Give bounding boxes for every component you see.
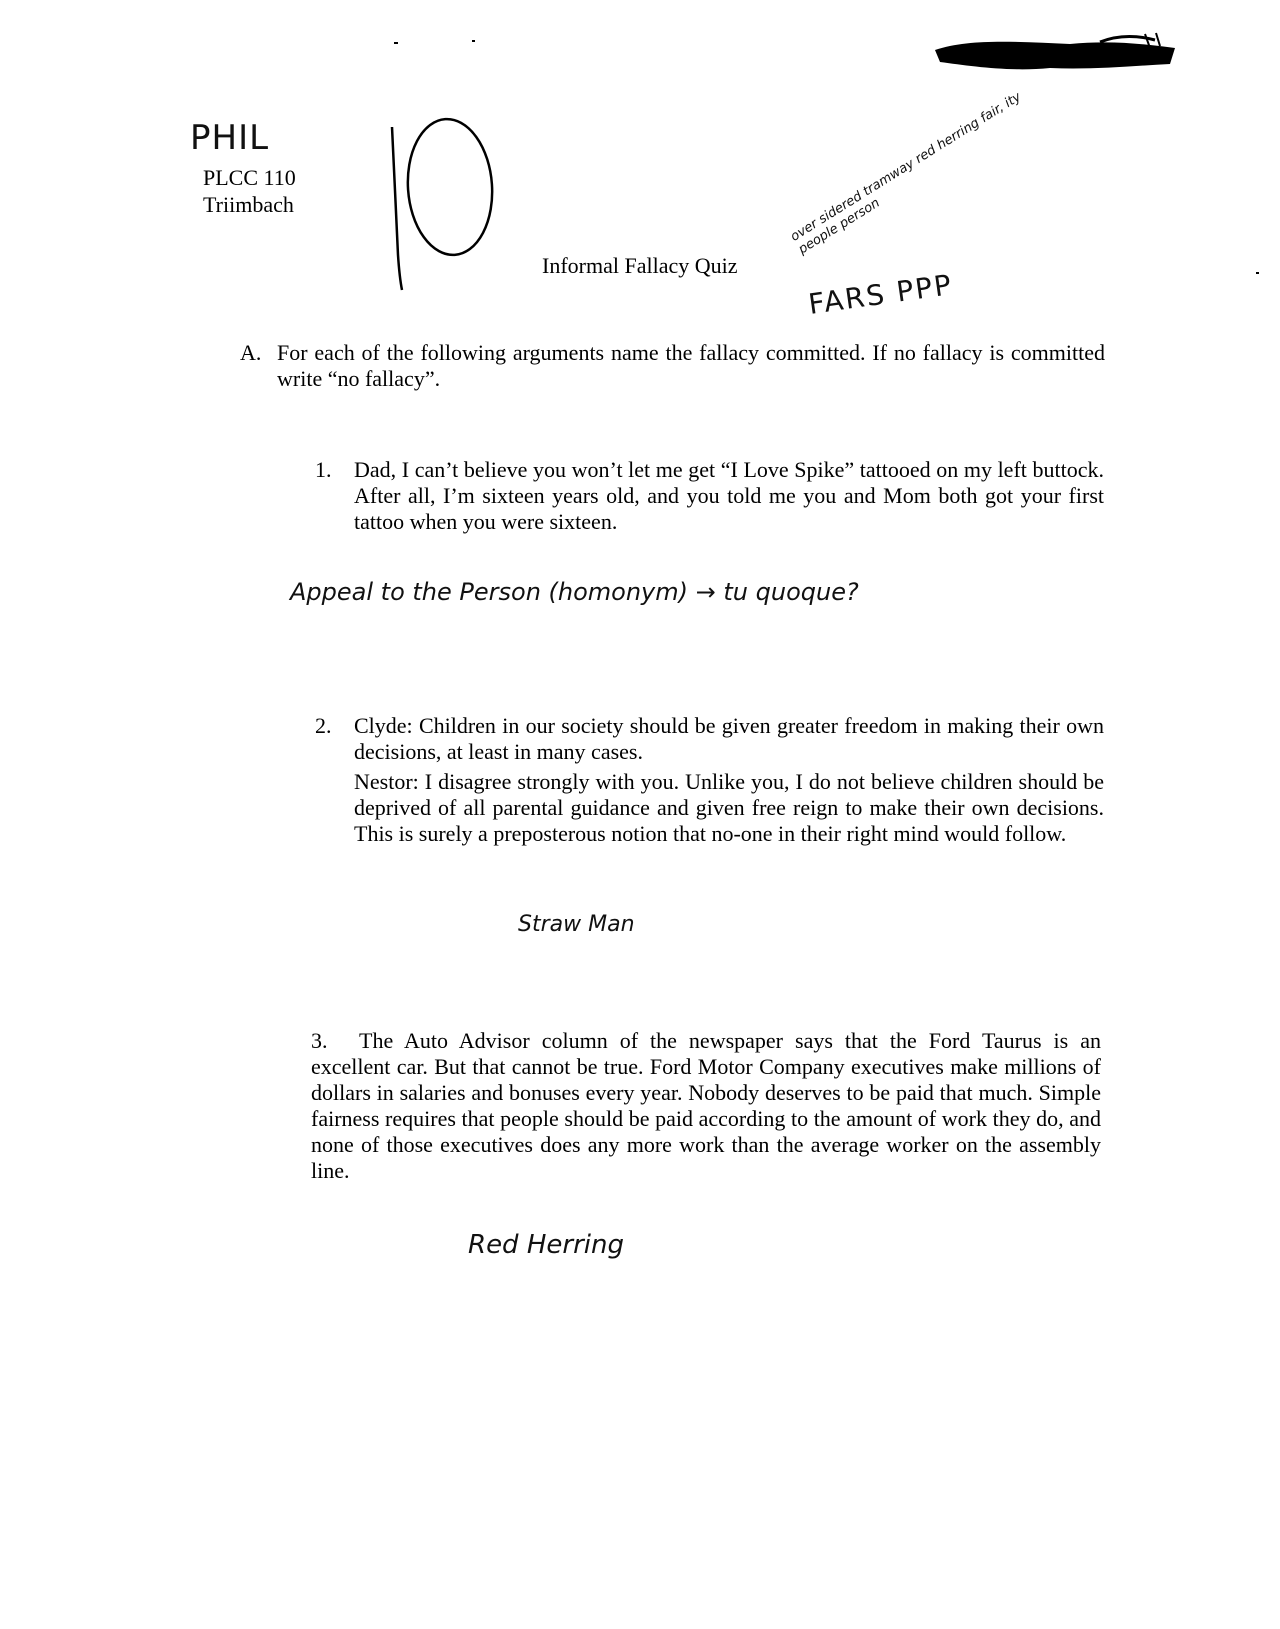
- margin-note-main: FARS PPP: [806, 268, 956, 321]
- question-text: The Auto Advisor column of the newspaper says that the Ford Taurus is an excellent car. But that cannot be true. Ford Motor Company executives make millions of dollars in salaries and bonuses every year. Nobody deserves to be paid that much. Simple fairness requires that people should be paid according to the amount of work they do, and none of those executives does any more work than the average worker on the assembly line.: [311, 1028, 1101, 1183]
- question-number: 1.: [315, 457, 332, 482]
- course-code: PLCC 110: [203, 165, 296, 190]
- question-number: 3.: [311, 1028, 328, 1053]
- question-text-clyde: Clyde: Children in our society should be given greater freedom in making their own decisions, at least in many cases.: [354, 713, 1104, 764]
- instructor-name: Triimbach: [203, 192, 294, 217]
- margin-note-small: over sidered tramway red herring fair, ity people person: [788, 89, 1024, 258]
- instructions-marker: A.: [240, 340, 262, 365]
- score-mark: [380, 105, 510, 295]
- score-value: [380, 105, 381, 106]
- handwritten-answer: Red Herring: [468, 1230, 624, 1260]
- handwritten-answer: Straw Man: [518, 912, 635, 937]
- handwritten-answer: Appeal to the Person (homonym) → tu quoque?: [290, 578, 859, 606]
- question-text: Dad, I can’t believe you won’t let me get “I Love Spike” tattooed on my left buttock. After all, I’m sixteen years old, and you told me you and Mom both got your first tattoo when you were sixteen.: [354, 457, 1104, 534]
- handwritten-subject: PHIL: [190, 118, 270, 158]
- quiz-title: Informal Fallacy Quiz: [542, 253, 738, 278]
- stray-mark: [1256, 272, 1259, 274]
- redaction-mark: [930, 30, 1180, 80]
- stray-mark: [394, 42, 398, 44]
- question-number: 2.: [315, 713, 332, 738]
- instructions-text: For each of the following arguments name the fallacy committed. If no fallacy is committed write “no fallacy”.: [277, 340, 1105, 391]
- question-text-nestor: Nestor: I disagree strongly with you. Unlike you, I do not believe children should be deprived of all parental guidance and given free reign to make their own decisions. This is surely a preposterous notion that no-one in their right mind would follow.: [354, 769, 1104, 846]
- score: [380, 105, 510, 295]
- stray-mark: [472, 40, 475, 42]
